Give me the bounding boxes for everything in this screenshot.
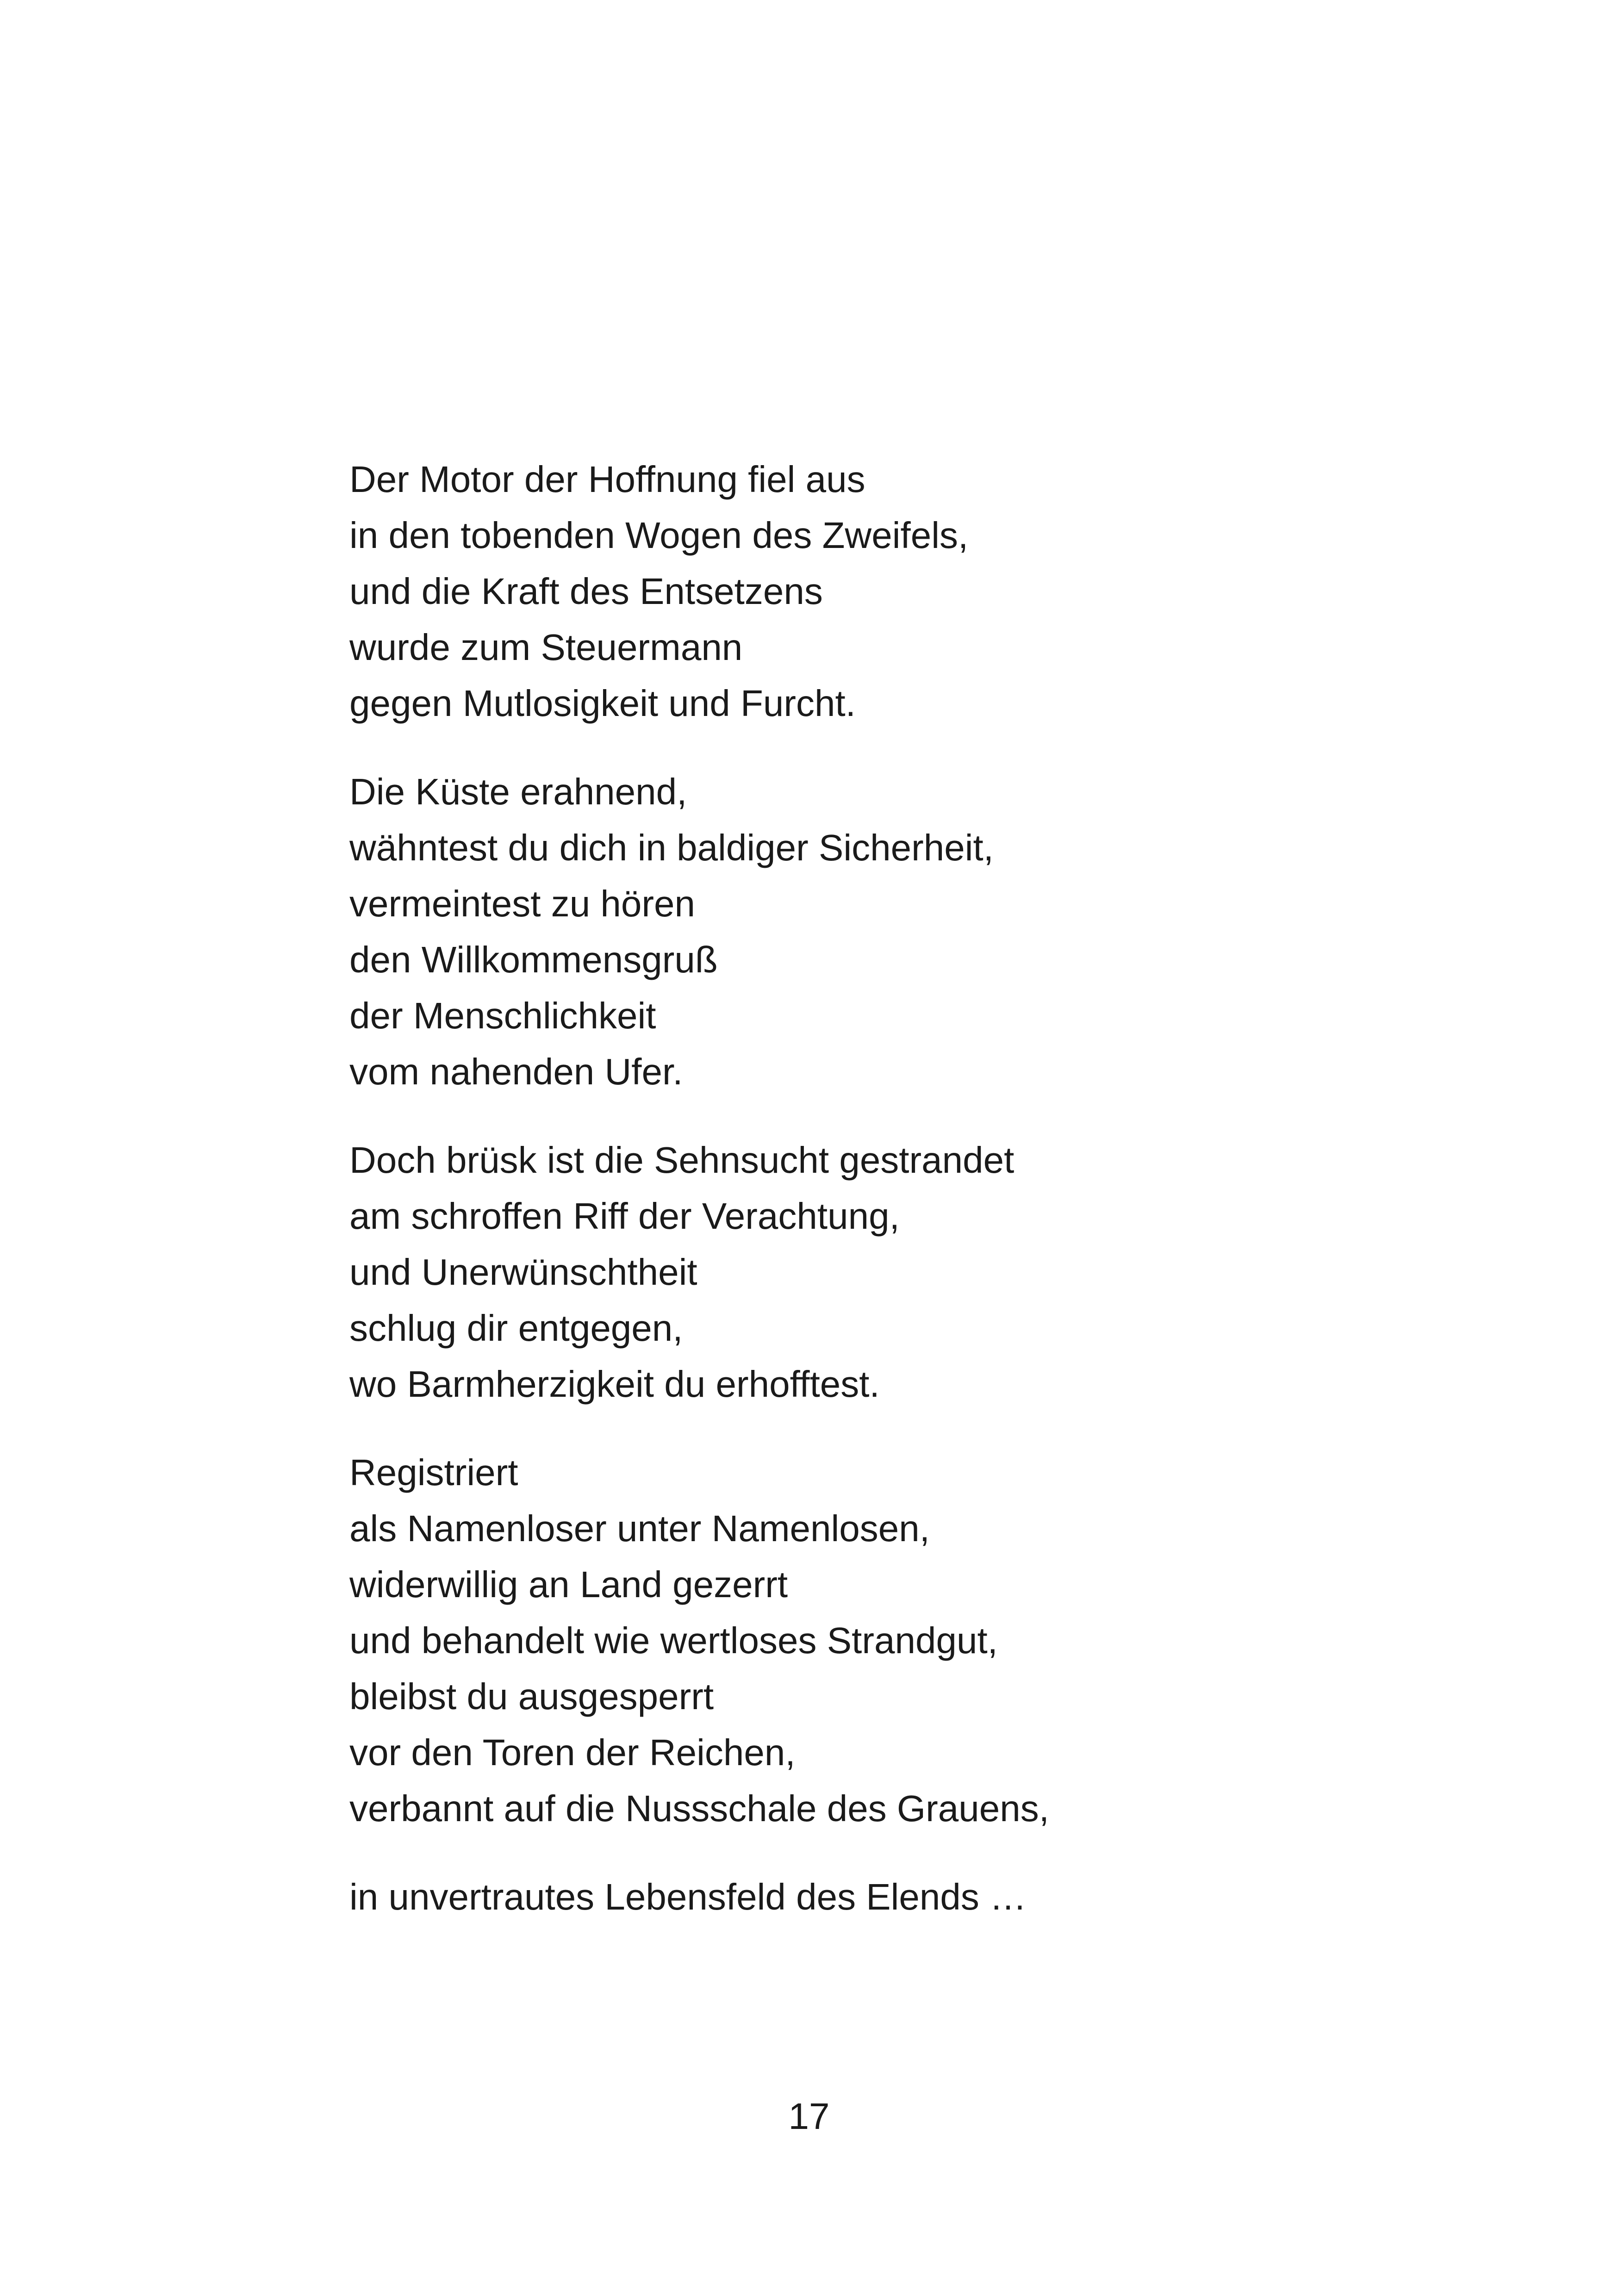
poem-line: vor den Toren der Reichen, (349, 1732, 796, 1773)
poem-line: vermeintest zu hören (349, 883, 696, 924)
poem-line: den Willkommensgruß (349, 939, 718, 980)
poem-line: der Menschlichkeit (349, 995, 656, 1036)
stanza-3 (349, 1132, 1321, 1412)
poem-line: gegen Mutlosigkeit und Furcht. (349, 683, 856, 724)
poem-line: und behandelt wie wertloses Strandgut, (349, 1620, 998, 1661)
poem-line: wähntest du dich in baldiger Sicherheit, (349, 827, 994, 868)
poem-line: Doch brüsk ist die Sehnsucht gestrandet (349, 1139, 1014, 1181)
stanza-5 (349, 1869, 1321, 1925)
stanza-2 (349, 764, 1321, 1100)
poem-line: bleibst du ausgesperrt (349, 1676, 714, 1717)
poem-line: und Unerwünschtheit (349, 1251, 697, 1293)
poem-line: schlug dir entgegen, (349, 1307, 683, 1349)
poem-line: wo Barmherzigkeit du erhofftest. (349, 1363, 880, 1405)
poem-line: Der Motor der Hoffnung fiel aus (349, 459, 865, 500)
poem-line: Registriert (349, 1452, 518, 1493)
poem-line: und die Kraft des Entsetzens (349, 571, 823, 612)
poem (349, 451, 1321, 1957)
poem-line: vom nahenden Ufer. (349, 1051, 683, 1092)
poem-line: verbannt auf die Nussschale des Grauens, (349, 1788, 1049, 1829)
poem-line: wurde zum Steuermann (349, 627, 743, 668)
poem-line: am schroffen Riff der Verachtung, (349, 1195, 900, 1237)
stanza-1 (349, 451, 1321, 731)
poem-line: in den tobenden Wogen des Zweifels, (349, 515, 969, 556)
poem-line: widerwillig an Land gezerrt (349, 1564, 788, 1605)
page-number: 17 (788, 2096, 830, 2137)
stanza-4 (349, 1444, 1321, 1836)
poem-line: in unvertrautes Lebensfeld des Elends … (349, 1876, 1027, 1917)
poem-line: Die Küste erahnend, (349, 771, 687, 812)
poem-line: als Namenloser unter Namenlosen, (349, 1508, 930, 1549)
